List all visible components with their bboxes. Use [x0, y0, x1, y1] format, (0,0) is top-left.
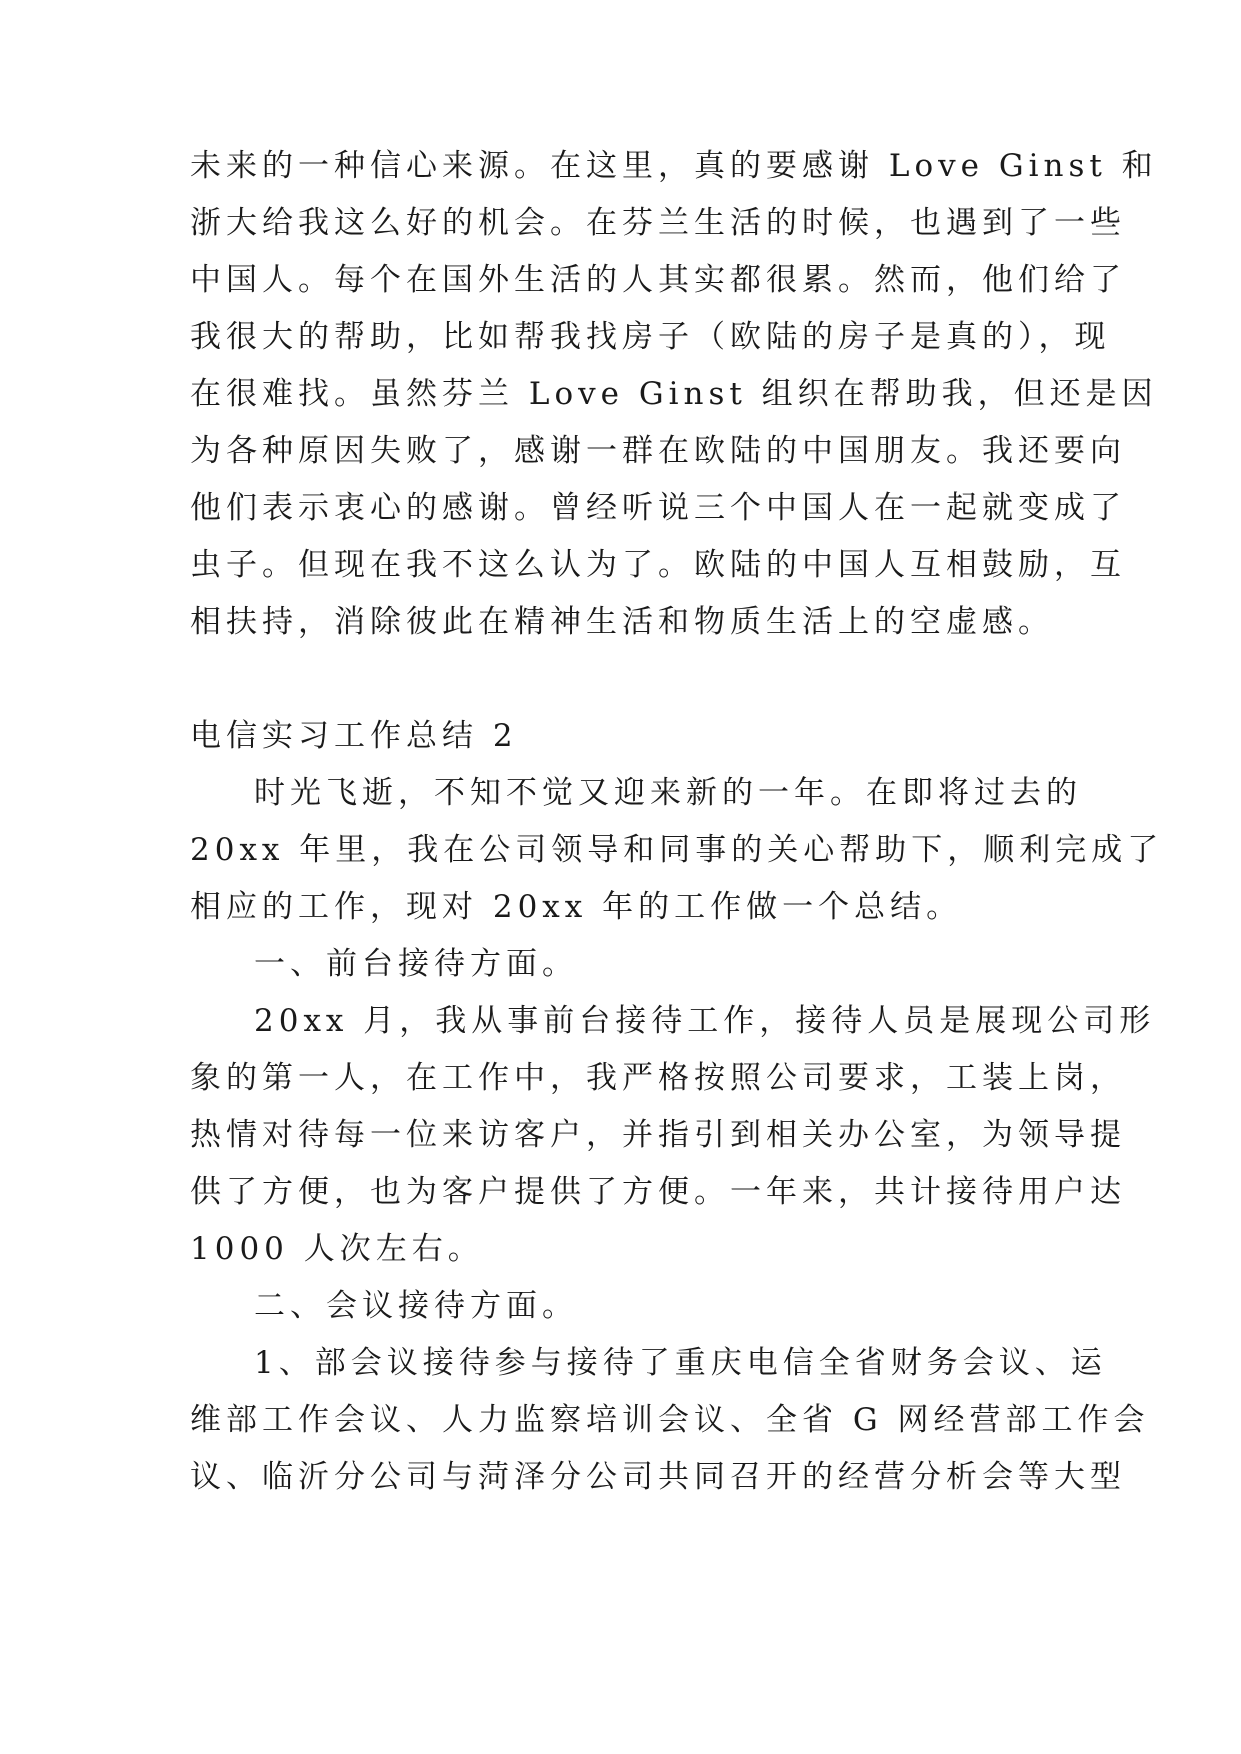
- paragraph-line: 虫子。但现在我不这么认为了。欧陆的中国人互相鼓励，互: [190, 547, 1126, 583]
- paragraph-line: 在很难找。虽然芬兰 Love Ginst 组织在帮助我，但还是因: [190, 376, 1158, 412]
- paragraph-line: 20xx 年里，我在公司领导和同事的关心帮助下，顺利完成了: [190, 832, 1164, 868]
- paragraph-line: 浙大给我这么好的机会。在芬兰生活的时候，也遇到了一些: [190, 205, 1126, 241]
- paragraph-line: 1000 人次左右。: [190, 1231, 484, 1267]
- paragraph-line: 他们表示衷心的感谢。曾经听说三个中国人在一起就变成了: [190, 490, 1126, 526]
- paragraph-line: 20xx 月，我从事前台接待工作，接待人员是展现公司形: [254, 1003, 1156, 1039]
- subheading: 一、前台接待方面。: [254, 946, 578, 982]
- paragraph-line: 为各种原因失败了，感谢一群在欧陆的中国朋友。我还要向: [190, 433, 1126, 469]
- paragraph-line: 中国人。每个在国外生活的人其实都很累。然而，他们给了: [190, 262, 1126, 298]
- paragraph-line: 象的第一人，在工作中，我严格按照公司要求，工装上岗，: [190, 1060, 1126, 1096]
- paragraph-line: 供了方便，也为客户提供了方便。一年来，共计接待用户达: [190, 1174, 1126, 1210]
- paragraph-line: 时光飞逝，不知不觉又迎来新的一年。在即将过去的: [254, 775, 1082, 811]
- paragraph-line: 未来的一种信心来源。在这里，真的要感谢 Love Ginst 和: [190, 148, 1158, 184]
- paragraph-line: 相扶持，消除彼此在精神生活和物质生活上的空虚感。: [190, 604, 1054, 640]
- paragraph-line: 议、临沂分公司与菏泽分公司共同召开的经营分析会等大型: [190, 1459, 1126, 1495]
- paragraph-line: 维部工作会议、人力监察培训会议、全省 G 网经营部工作会: [190, 1402, 1150, 1438]
- subheading: 二、会议接待方面。: [254, 1288, 578, 1324]
- paragraph-line: 1、部会议接待参与接待了重庆电信全省财务会议、运: [254, 1345, 1107, 1381]
- section-title: 电信实习工作总结 2: [190, 718, 518, 754]
- paragraph-line: 热情对待每一位来访客户，并指引到相关办公室，为领导提: [190, 1117, 1126, 1153]
- paragraph-line: 相应的工作，现对 20xx 年的工作做一个总结。: [190, 889, 963, 925]
- paragraph-line: 我很大的帮助，比如帮我找房子（欧陆的房子是真的），现: [190, 319, 1111, 355]
